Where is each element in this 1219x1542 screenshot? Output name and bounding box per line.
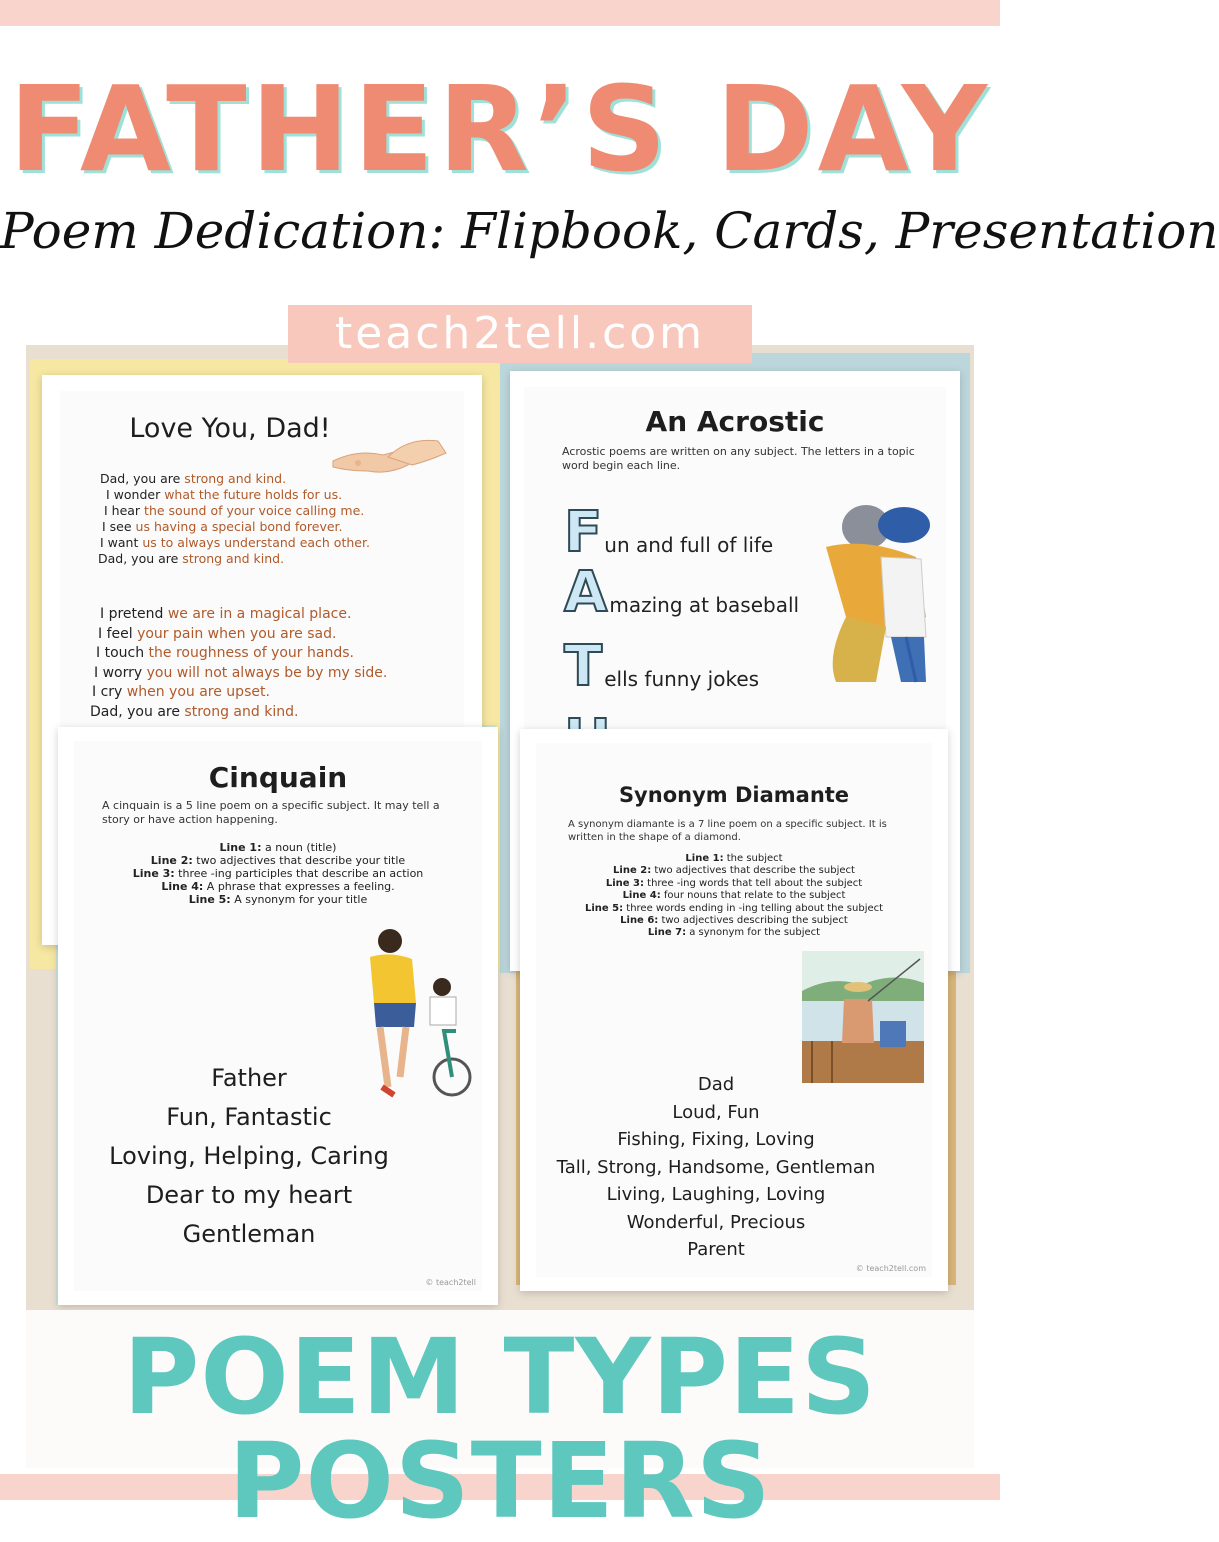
diamante-rules: Line 1: the subject Line 2: two adjectives that describe the subject Line 3: three -ing words that tell about the subject Line 4: four nouns that relate to the subject Line 5: three words ending in -ing telling about the subject Line 6: two adjectives describing the subject Line 7: a synonym for the subject [584,853,884,939]
top-pink-band [0,0,1000,26]
diamante-poem: Dad Loud, Fun Fishing, Fixing, Loving Tall, Strong, Handsome, Gentleman Living, Laughing, Loving Wonderful, Precious Parent [556,1074,876,1260]
acrostic-line-2: A mazing at baseball [564,560,800,625]
love-stanza-1: Dad, you are strong and kind. I wonder what the future holds for us. I hear the sound of your voice calling me. I see us having a special bond forever. I want us to always understand each other. Dad, you are strong and kind. [98,471,370,566]
love-poster-title: Love You, Dad! [129,413,331,444]
acrostic-line-3: T ells funny jokes [564,634,760,699]
acrostic-intro: Acrostic poems are written on any subject. The letters in a topic word begin each line. [562,445,915,472]
site-url-badge: teach2tell.com [288,305,752,363]
fishing-dock-illustration [802,951,924,1083]
poster-photo [26,345,974,1468]
father-son-hug-illustration [806,487,956,687]
acrostic-poster-title: An Acrostic [645,405,825,438]
diamante-poster-title: Synonym Diamante [618,783,850,807]
acrostic-line-1: F un and full of life [564,500,774,565]
diamante-poster [520,729,948,1291]
diamante-intro: A synonym diamante is a 7 line poem on a specific subject. It is written in the shape of a diamond. [568,819,887,843]
cinquain-poster [58,727,498,1305]
cinquain-rules: Line 1: a noun (title) Line 2: two adjectives that describe your title Line 3: three -ing participles that describe an action Line 4: A phrase that expresses a feeling. Line 5: A synonym for your title [132,841,424,906]
cinquain-copyright: © teach2tell [425,1278,476,1287]
cinquain-poster-title: Cinquain [208,761,348,794]
cinquain-intro: A cinquain is a 5 line poem on a specific subject. It may tell a story or have action happening. [102,799,440,826]
cinquain-poem: Father Fun, Fantastic Loving, Helping, Caring Dear to my heart Gentleman [109,1064,389,1248]
love-stanza-2: I pretend we are in a magical place. I feel your pain when you are sad. I touch the roughness of your hands. I worry you will not always be by my side. I cry when you are upset. Dad, you are strong and kind. [90,606,388,720]
subtitle: Poem Dedication: Flipbook, Cards, Presentation [0,202,1219,260]
footer-title: POEM TYPES POSTERS [123,1316,877,1542]
diamante-copyright: © teach2tell.com [855,1264,926,1273]
main-title: FATHER’S DAY [8,60,992,198]
